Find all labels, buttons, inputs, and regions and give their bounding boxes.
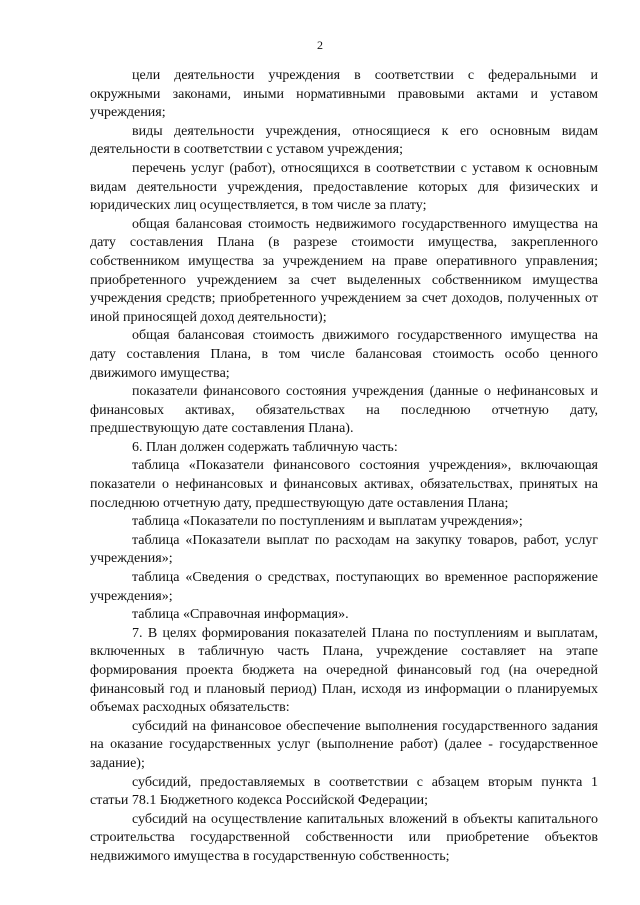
paragraph-table-reference: таблица «Справочная информация». [132, 607, 349, 623]
paragraph-section-7: 7. В целях формирования показателей Плана по поступлениям и выплатам, включенных в табличную часть Плана, учреждение составляет на этапе формирования проекта бюджета на очередной финансовый год (на очередной финансовый год и плановый период) План, исходя из информации о планируемых объемах расходных обязательств: [90, 625, 598, 716]
paragraph-goals: цели деятельности учреждения в соответствии с федеральными и окружными законами, иными нормативными правовыми актами и уставом учреждения; [90, 68, 598, 121]
paragraph-movable-property-value: общая балансовая стоимость движимого государственного имущества на дату составления Плана, в том числе балансовая стоимость особо ценного движимого имущества; [90, 328, 598, 381]
paragraph-table-temporary-funds: таблица «Сведения о средствах, поступающих во временное распоряжение учреждения»; [90, 570, 598, 604]
paragraph-activity-types: виды деятельности учреждения, относящиеся к его основным видам деятельности в соответствии с уставом учреждения; [90, 123, 598, 158]
paragraph-table-procurement: таблица «Показатели выплат по расходам на закупку товаров, работ, услуг учреждения»; [90, 532, 598, 567]
paragraph-section-6: 6. План должен содержать табличную часть: [132, 439, 398, 455]
paragraph-real-estate-value: общая балансовая стоимость недвижимого государственного имущества на дату составления Плана (в разрезе стоимости имущества, закрепленного собственником имущества за учреждением на праве оперативного управления; приобретенного учреждением за счет выделенных собственником имущества учреждения средств; приобретенного учреждением за счет доходов, полученных от иной приносящей доход деятельности); [90, 216, 598, 325]
paragraph-services-list: перечень услуг (работ), относящихся в соответствии с уставом к основным видам деятельности учреждения, предоставление которых для физических и юридических лиц осуществляется, в том числе за плату; [90, 160, 598, 214]
paragraph-subsidy-state-task: субсидий на финансовое обеспечение выполнения государственного задания на оказание государственных услуг (выполнение работ) (далее - государственное задание); [90, 718, 598, 771]
document-body [90, 67, 598, 867]
paragraph-financial-indicators: показатели финансового состояния учреждения (данные о нефинансовых и финансовых активах, обязательствах на последнюю отчетную дату, предшествующую дате составления Плана). [90, 384, 598, 437]
paragraph-table-financial-state: таблица «Показатели финансового состояния учреждения», включающая показатели о нефинансовых и финансовых активах, обязательствах, принятых на последнюю отчетную дату, предшествующую дате оставления Плана; [90, 458, 598, 511]
paragraph-table-receipts-payments: таблица «Показатели по поступлениям и выплатам учреждения»; [132, 514, 523, 530]
paragraph-subsidy-capital: субсидий на осуществление капитальных вложений в объекты капитального строительства государственной собственности или приобретение объектов недвижимого имущества в государственную собственность; [90, 811, 598, 864]
page-number: 2 [317, 38, 323, 52]
paragraph-subsidy-article-78: субсидий, предоставляемых в соответствии с абзацем вторым пункта 1 статьи 78.1 Бюджетного кодекса Российской Федерации; [90, 774, 598, 809]
